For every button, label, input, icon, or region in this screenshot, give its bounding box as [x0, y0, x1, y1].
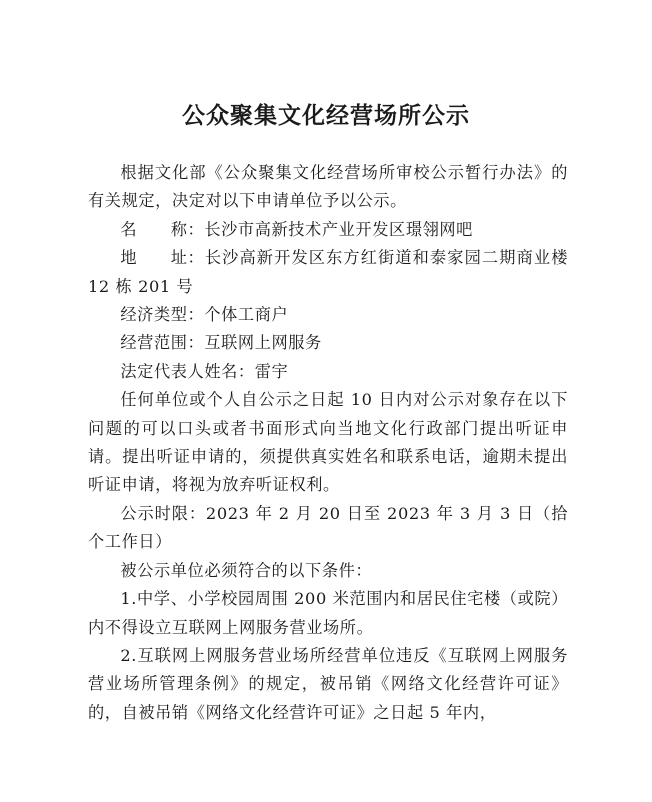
field-address-value: 长沙高新开发区东方红街道和泰家园二期商业楼 12 栋 201 号: [88, 248, 568, 296]
field-type-label: 经济类型：: [120, 305, 205, 325]
field-scope: [88, 329, 568, 357]
condition-1: 1.中学、小学校园周围 200 米范围内和居民住宅楼（或院）内不得设立互联网上网服务营业场所。: [88, 589, 568, 637]
period-paragraph: 公示时限：2023 年 2 月 20 日至 2023 年 3 月 3 日（拾个工作日）: [88, 503, 568, 552]
intro-paragraph: 根据文化部《公众聚集文化经营场所审校公示暂行办法》的有关规定，决定对以下申请单位予以公示。: [88, 163, 568, 211]
field-address: [88, 244, 568, 301]
page-title: 公众聚集文化经营场所公示: [182, 102, 470, 129]
field-representative: [88, 358, 568, 386]
field-rep-label: 法定代表人姓名：: [120, 361, 255, 381]
field-type-value: 个体工商户: [204, 305, 289, 325]
field-name-label: 名 称：: [120, 219, 205, 239]
objection-paragraph: 任何单位或个人自公示之日起 10 日内对公示对象存在以下问题的可以口头或者书面形式向当地文化行政部门提出听证申请。提出听证申请的，须提供真实姓名和联系电话，逾期未提出听证申请，将视为放弃听证权利。: [88, 390, 568, 495]
field-address-label: 地 址：: [120, 248, 205, 268]
condition-2: 2.互联网上网服务营业场所经营单位违反《互联网上网服务营业场所管理条例》的规定，被吊销《网络文化经营许可证》的，自被吊销《网络文化经营许可证》之日起 5 年内，: [88, 645, 568, 722]
document-body: [88, 159, 568, 727]
field-type: [88, 301, 568, 329]
field-scope-value: 互联网上网服务: [204, 333, 322, 353]
field-name-value: 长沙市高新技术产业开发区璟翎网吧: [204, 219, 473, 239]
field-scope-label: 经营范围：: [120, 333, 205, 353]
field-name: [88, 216, 568, 244]
field-rep-value: 雷宇: [254, 361, 289, 381]
conditions-intro: 被公示单位必须符合的以下条件：: [120, 560, 373, 580]
